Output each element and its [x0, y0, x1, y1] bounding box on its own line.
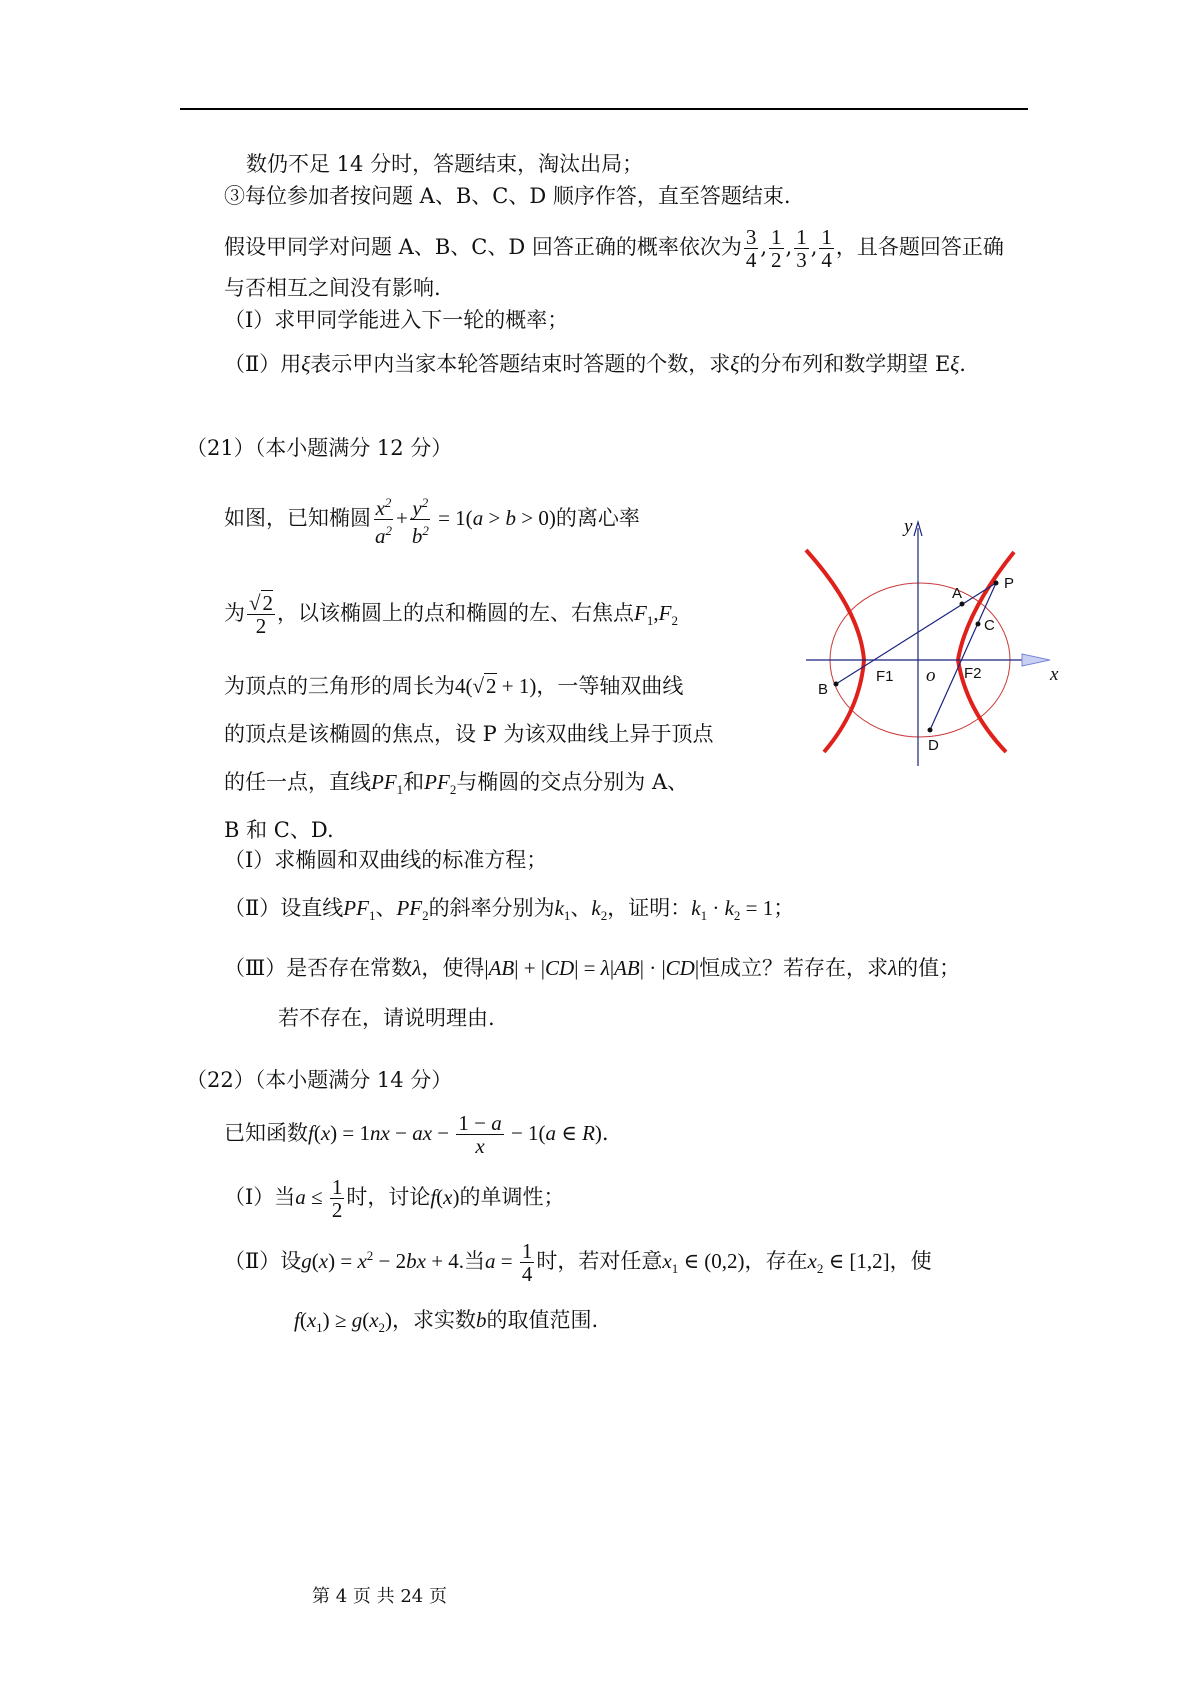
label-x: x [1050, 664, 1059, 685]
q22-part2: （Ⅱ）设$g(x) = x^2 - 2bx + 4$.当a = $\frac{1}{4}$ 时，若对任意$x_1$ ∈ (0,2)，存在$x_2$ ∈ [1,2]，使 [224, 1239, 932, 1286]
q22-line1: 已知函数f(x) = 1nx − ax − $\frac{1 - a}{x}$ − 1(a ∈ R). [224, 1111, 609, 1158]
q22-heading: （22）（本小题满分 14 分） [186, 1068, 453, 1092]
q21-line4: 的顶点是该椭圆的焦点，设 P 为该双曲线上异于顶点 [224, 722, 714, 746]
label-o: o [926, 665, 936, 686]
q21-line2: 为 $\frac{√2}{2}$ ，以该椭圆上的点和椭圆的左、右焦点$F_1,F_2$ [224, 591, 678, 638]
q20-line1: 数仍不足 14 分时，答题结束，淘汰出局； [246, 152, 644, 176]
point-C [976, 622, 981, 627]
q22-part1: （Ⅰ）当a ≤ $\frac{1}{2}$ 时，讨论f(x)的单调性； [224, 1175, 565, 1222]
q20-line2: ③每位参加者按问题 A、B、C、D 顺序作答，直至答题结束. [224, 184, 791, 208]
q21-part1: （Ⅰ）求椭圆和双曲线的标准方程； [224, 848, 548, 872]
q21-heading: （21）（本小题满分 12 分） [186, 436, 453, 460]
point-D [928, 728, 933, 733]
hyperbola-left-branch [806, 550, 864, 752]
q20-line4: 与否相互之间没有影响. [224, 276, 441, 300]
point-A [960, 602, 965, 607]
prob-c: $\frac{1}{3}$ [796, 225, 807, 272]
page-footer: 第 4 页 共 24 页 [312, 1586, 447, 1607]
x-axis-arrow [1022, 654, 1050, 666]
q21-line3: 为顶点的三角形的周长为4(√2 + 1)，一等轴双曲线 [224, 674, 684, 698]
q21-line5: 的任一点，直线$PF_1$和$PF_2$与椭圆的交点分别为 A、 [224, 770, 689, 798]
point-B [834, 682, 839, 687]
label-F1: F1 [876, 668, 894, 685]
q22-part2-cont: $f(x_1) \ge g(x_2)$，求实数b的取值范围. [294, 1308, 599, 1336]
label-C: C [984, 617, 995, 634]
label-P: P [1004, 575, 1015, 592]
label-B: B [818, 681, 829, 698]
prob-d: $\frac{1}{4}$ [821, 225, 832, 272]
ellipse-hyperbola-figure [800, 518, 1070, 770]
label-D: D [928, 737, 939, 754]
prob-b: $\frac{1}{2}$ [771, 225, 782, 272]
label-A: A [952, 585, 963, 602]
prob-a: $\frac{3}{4}$ [745, 225, 757, 272]
q21-line6: B 和 C、D. [224, 818, 334, 842]
q21-part3: （Ⅲ）是否存在常数λ，使得|AB| + |CD| = λ|AB| · |CD|恒成立？若存在，求λ的值； [224, 956, 961, 980]
header-rule [180, 108, 1028, 110]
q21-part3-cont: 若不存在，请说明理由. [278, 1006, 495, 1030]
point-P [994, 581, 999, 586]
q20-line3: 假设甲同学对问题 A、B、C、D 回答正确的概率依次为 $\frac{3}{4}$ , $\frac{1}{2}$ , $\frac{1}{3}$ , $\frac{1}{4}$ ，且各题回答正确 [224, 225, 1004, 272]
q20-part1: （Ⅰ）求甲同学能进入下一轮的概率； [224, 308, 569, 332]
q20-part2: （Ⅱ）用ξ表示甲内当家本轮答题结束时答题的个数，求ξ的分布列和数学期望 Eξ. [224, 352, 966, 376]
q21-line1: 如图，已知椭圆 $\frac{x^2}{a^2}$ + $\frac{y^2}{b^2}$ = 1(a > b > 0)的离心率 [224, 492, 640, 547]
label-F2: F2 [964, 665, 982, 682]
q21-part2: （Ⅱ）设直线$PF_1$、$PF_2$的斜率分别为$k_1$、$k_2$，证明：$k_1 \cdot k_2 = 1$； [224, 896, 795, 924]
label-y: y [904, 518, 913, 537]
